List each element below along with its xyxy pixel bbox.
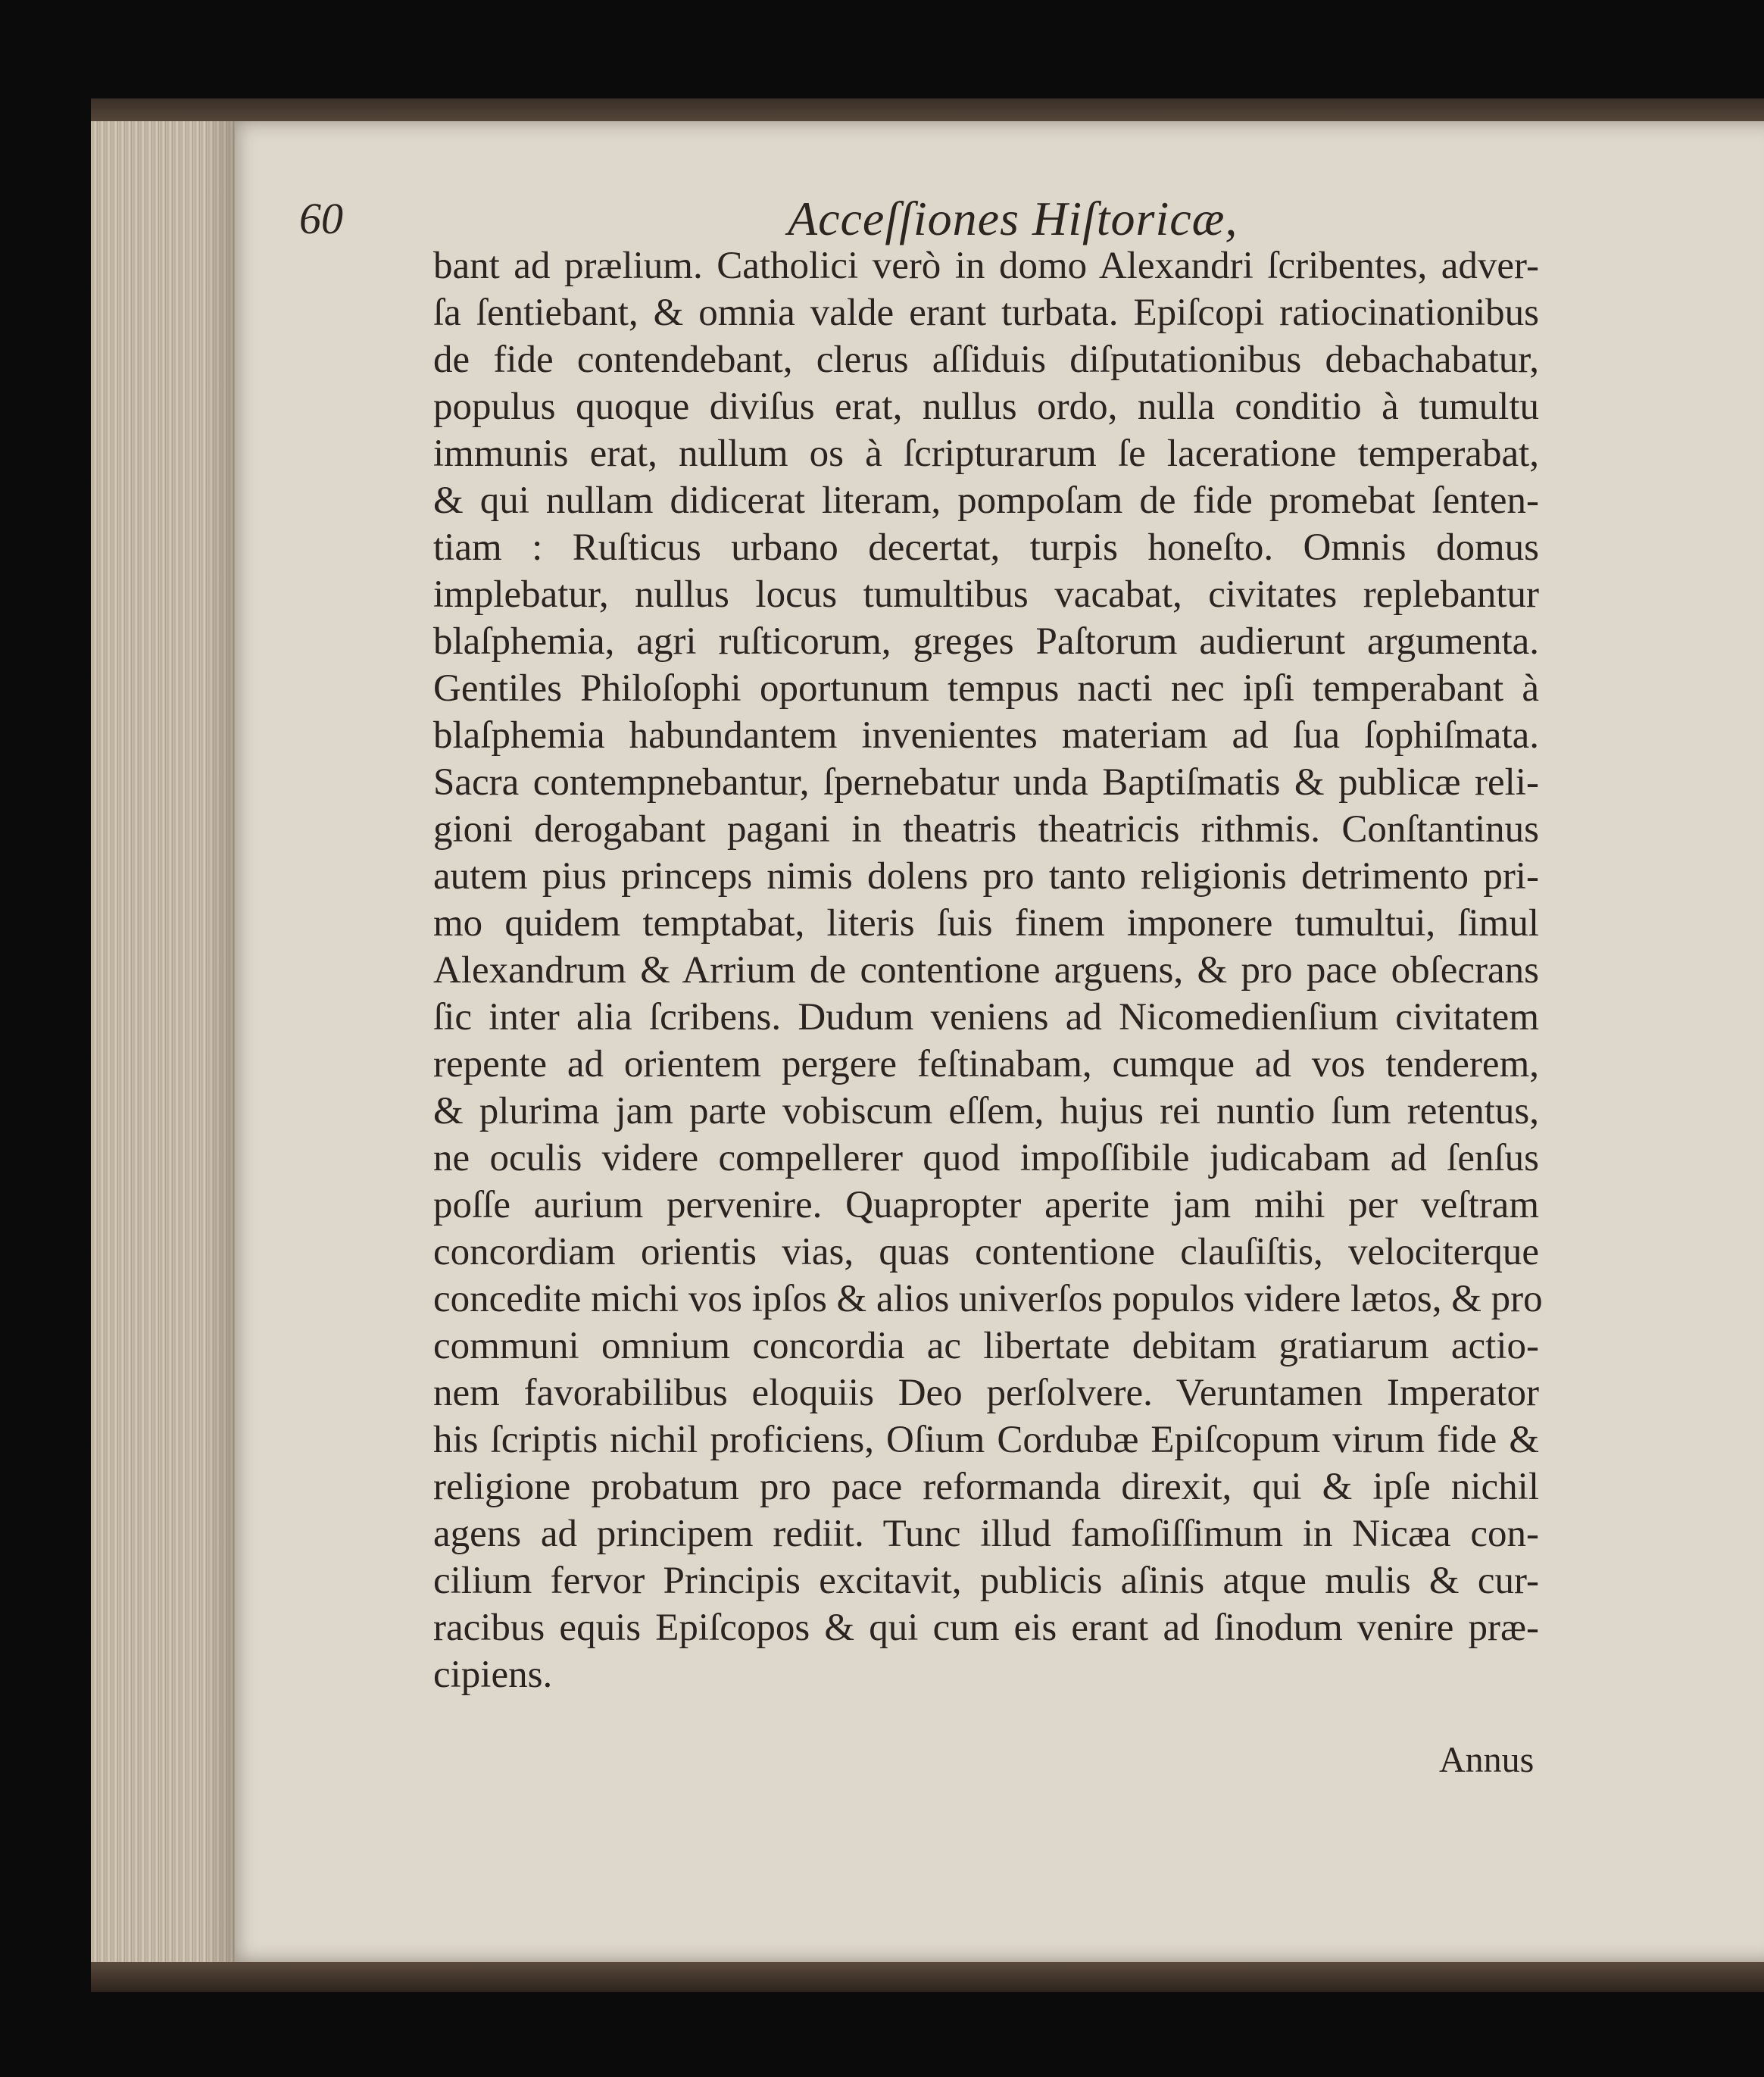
text-line: concedite michi vos ipſos & alios univerſos populos videre lætos, & pro [433, 1278, 1543, 1320]
page-number: 60 [299, 194, 343, 243]
body-text [433, 242, 1543, 1698]
text-line: tiam : Ruſticus urbano decertat, turpis honeſto. Omnis domus [433, 526, 1539, 569]
text-line: mo quidem temptabat, literis ſuis finem imponere tumultui, ſimul [433, 902, 1539, 945]
text-line: bant ad prælium. Catholici verò in domo Alexandri ſcribentes, adver- [433, 245, 1539, 287]
text-line: ſic inter alia ſcribens. Dudum veniens ad Nicomedienſium civitatem [433, 996, 1539, 1038]
text-line: blaſphemia, agri ruſticorum, greges Paſtorum audierunt argumenta. [433, 620, 1539, 663]
text-line: cipiens. [433, 1654, 553, 1696]
text-line: de fide contendebant, clerus aſſiduis diſputationibus debachabatur, [433, 339, 1539, 381]
text-line: concordiam orientis vias, quas contentione clauſiſtis, velociterque [433, 1231, 1539, 1273]
text-line: autem pius princeps nimis dolens pro tanto religionis detrimento pri- [433, 855, 1539, 898]
text-line: communi omnium concordia ac libertate debitam gratiarum actio- [433, 1325, 1539, 1367]
text-line: nem favorabilibus eloquiis Deo perſolvere. Veruntamen Imperator [433, 1372, 1539, 1414]
text-line: ne oculis videre compellerer quod impoſſibile judicabam ad ſenſus [433, 1137, 1539, 1179]
text-line: immunis erat, nullum os à ſcripturarum ſe laceratione temperabat, [433, 433, 1539, 475]
text-line: blaſphemia habundantem invenientes materiam ad ſua ſophiſmata. [433, 714, 1539, 757]
text-line: cilium fervor Principis excitavit, publicis aſinis atque mulis & cur- [433, 1560, 1539, 1602]
text-line: agens ad principem rediit. Tunc illud famoſiſſimum in Nicæa con- [433, 1513, 1539, 1555]
text-line: his ſcriptis nichil proficiens, Oſium Cordubæ Epiſcopum virum fide & [433, 1419, 1539, 1461]
text-line: Alexandrum & Arrium de contentione arguens, & pro pace obſecrans [433, 949, 1539, 992]
text-line: & plurima jam parte vobiscum eſſem, hujus rei nuntio ſum retentus, [433, 1090, 1539, 1132]
text-line: gioni derogabant pagani in theatris theatricis rithmis. Conſtantinus [433, 808, 1539, 851]
text-line: ſa ſentiebant, & omnia valde erant turbata. Epiſcopi ratiocinationibus [433, 292, 1539, 334]
text-line: & qui nullam didicerat literam, pompoſam de fide promebat ſenten- [433, 479, 1539, 522]
running-head: Acceſſiones Hiſtoricæ, [788, 192, 1238, 245]
text-line: racibus equis Epiſcopos & qui cum eis erant ad ſinodum venire præ- [433, 1607, 1539, 1649]
text-line: poſſe aurium pervenire. Quapropter aperite jam mihi per veſtram [433, 1184, 1539, 1226]
text-line: Gentiles Philoſophi oportunum tempus nacti nec ipſi temperabant à [433, 667, 1539, 710]
text-line: religione probatum pro pace reformanda direxit, qui & ipſe nichil [433, 1466, 1539, 1508]
text-line: populus quoque diviſus erat, nullus ordo, nulla conditio à tumultu [433, 386, 1539, 428]
text-line: repente ad orientem pergere feſtinabam, cumque ad vos tenderem, [433, 1043, 1539, 1085]
text-line: Sacra contempnebantur, ſpernebatur unda Baptiſmatis & publicæ reli- [433, 761, 1539, 804]
text-line: implebatur, nullus locus tumultibus vacabat, civitates replebantur [433, 573, 1539, 616]
binding-bottom [91, 1962, 1764, 1992]
catchword: Annus [1439, 1740, 1535, 1780]
